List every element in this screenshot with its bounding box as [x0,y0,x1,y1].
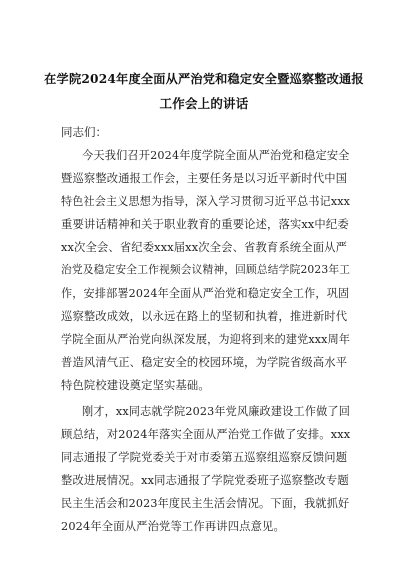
paragraph-line: 作，安排部署2024年全面从严治党和稳定安全工作，巩固 [61,287,350,300]
document-title-line-2: 工作会上的讲话 [159,96,249,111]
paragraph-line: 巡察整改成效，以永远在路上的坚韧和执着，推进新时代 [61,310,348,323]
paragraph-line: 普造风清气正、稳定安全的校园环境，为学院省级高水平 [61,356,348,369]
paragraph-line: 学院全面从严治党向纵深发展，为迎将到来的建党xxx周年 [61,333,351,346]
paragraph-line: xx次全会、省纪委xxx届xx次全会、省教育系统全面从严 [61,241,348,254]
salutation: 同志们： [61,125,107,139]
paragraph-line: 顾总结，对2024年落实全面从严治党工作做了安排。xxx [61,428,351,441]
paragraph-line: 治党及稳定安全工作视频会议精神，回顾总结学院2023年工 [61,263,351,276]
document-title-line-1: 在学院2024年度全面从严治党和稳定安全暨巡察整改通报 [44,72,364,86]
paragraph-line: 2024年全面从严治党等工作再讲四点意见。 [61,520,285,533]
paragraph-line: 整改进展情况。xx同志通报了学院党委班子巡察整改专题 [61,474,349,487]
paragraph-line: 重要讲话精神和关于职业教育的重要论述，落实xx中纪委 [61,218,349,231]
paragraph-line: 民主生活会和2023年度民主生活会情况。下面，我就抓好 [61,497,350,510]
paragraph-line: 今天我们召开2024年度学院全面从严治党和稳定安全 [82,149,350,162]
paragraph-line: 同志通报了学院党委关于对市委第五巡察组巡察反馈问题 [61,451,348,464]
paragraph-line: 特色社会主义思想为指导，深入学习贯彻习近平总书记xxx [61,195,351,208]
paragraph-line: 特色院校建设奠定坚实基础。 [61,379,210,392]
paragraph-line: 刚才，xx同志就学院2023年党风廉政建设工作做了回 [82,405,351,418]
paragraph-line: 暨巡察整改通报工作会，主要任务是以习近平新时代中国 [61,172,348,185]
